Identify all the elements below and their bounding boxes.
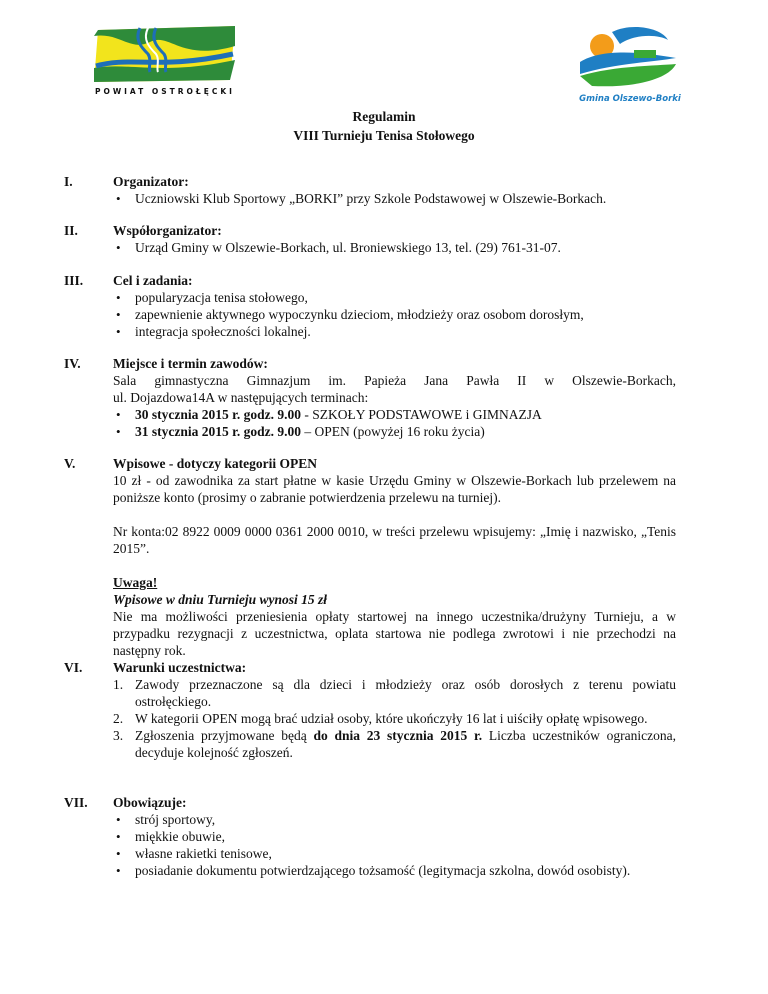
list-item: • strój sportowy, xyxy=(113,811,676,828)
date-desc: – OPEN (powyżej 16 roku życia) xyxy=(301,424,485,439)
date-desc: - SZKOŁY PODSTAWOWE i GIMNAZJA xyxy=(301,407,542,422)
title-line-1: Regulamin xyxy=(352,109,416,124)
section-number: VII. xyxy=(64,795,88,810)
list-item xyxy=(113,727,676,761)
list-item: • miękkie obuwie, xyxy=(113,828,676,845)
list-item: • Urząd Gminy w Olszewie-Borkach, ul. Broniewskiego 13, tel. (29) 761-31-07. xyxy=(113,239,676,256)
note-title: Uwaga! xyxy=(113,575,158,590)
date-bold: 31 stycznia 2015 r. godz. 9.00 xyxy=(135,424,301,439)
section-number: VI. xyxy=(64,660,83,675)
section-number: IV. xyxy=(64,356,81,371)
account-paragraph: Nr konta:02 8922 0009 0000 0361 2000 0010, w treści przelewu wpisujemy: „Imię i nazwisko, „Tenis 2015”. xyxy=(113,524,676,556)
gmina-logo xyxy=(572,22,684,106)
note-text: Nie ma możliwości przeniesienia opłaty startowej na innego uczestnika/drużyny Turnieju, a w przypadku rezygnacji z uczestnictwa, oplata startowa nie podlega zwrotowi i nie przechodzi na następny rok. xyxy=(113,609,676,658)
item-number: 3. xyxy=(113,728,124,743)
list-item: • Uczniowski Klub Sportowy „BORKI” przy Szkole Podstawowej w Olszewie-Borkach. xyxy=(113,190,676,207)
item-text: W kategorii OPEN mogą brać udział osoby, które ukończyły 16 lat i uiściły opłatę wpisowego. xyxy=(135,711,648,726)
section-number: III. xyxy=(64,273,84,288)
item-text: Zgłoszenia przyjmowane będą xyxy=(135,728,314,743)
date-bold: 30 stycznia 2015 r. godz. 9.00 xyxy=(135,407,301,422)
section-number: V. xyxy=(64,456,76,471)
list-item: • posiadanie dokumentu potwierdzającego tożsamość (legitymacja szkolna, dowód osobisty). xyxy=(113,862,676,879)
list-item xyxy=(113,406,676,423)
list-item xyxy=(113,710,676,727)
list-item: • integracja społeczności lokalnej. xyxy=(113,323,676,340)
list-item xyxy=(113,676,676,710)
section-number: I. xyxy=(64,174,73,189)
section-heading: Cel i zadania: xyxy=(113,273,193,288)
document-title xyxy=(0,107,768,145)
item-text: Liczba uczestników ograniczona, decyduje kolejność zgłoszeń. xyxy=(135,728,676,760)
gmina-logo-text: Gmina Olszewo-Borki xyxy=(579,94,681,104)
deadline-bold: do dnia 23 stycznia 2015 r. xyxy=(313,728,483,743)
title-line-2: VIII Turnieju Tenisa Stołowego xyxy=(293,128,475,143)
item-number: 1. xyxy=(113,677,124,692)
section-heading: Współorganizator: xyxy=(113,223,222,238)
section-heading: Warunki uczestnictwa: xyxy=(113,660,247,675)
powiat-logo-text: POWIAT OSTROŁĘCKI xyxy=(95,87,235,96)
list-item: • własne rakietki tenisowe, xyxy=(113,845,676,862)
list-item xyxy=(113,423,676,440)
powiat-logo xyxy=(90,22,240,98)
section-heading: Wpisowe - dotyczy kategorii OPEN xyxy=(113,456,317,471)
list-item: • zapewnienie aktywnego wypoczynku dzieciom, młodzieży oraz osobom dorosłym, xyxy=(113,306,676,323)
venue-address: ul. Dojazdowa14A w następujących terminach: xyxy=(113,390,369,405)
venue-line: Sala gimnastyczna Gimnazjum im. Papieża Jana Pawła II w Olszewie-Borkach, xyxy=(113,373,676,388)
item-number: 2. xyxy=(113,711,124,726)
note-bold: Wpisowe w dniu Turnieju wynosi 15 zł xyxy=(113,592,328,607)
fee-paragraph: 10 zł - od zawodnika za start płatne w kasie Urzędu Gminy w Olszewie-Borkach lub przelewem na poniższe konto (prosimy o zabranie potwierdzenia przelewu na turniej). xyxy=(113,473,676,505)
section-number: II. xyxy=(64,223,78,238)
section-heading: Obowiązuje: xyxy=(113,795,187,810)
section-heading: Organizator: xyxy=(113,174,189,189)
section-heading: Miejsce i termin zawodów: xyxy=(113,356,268,371)
list-item: • popularyzacja tenisa stołowego, xyxy=(113,289,676,306)
item-text: Zawody przeznaczone są dla dzieci i młodzieży oraz osób dorosłych z terenu powiatu ostrołęckiego. xyxy=(135,677,676,709)
